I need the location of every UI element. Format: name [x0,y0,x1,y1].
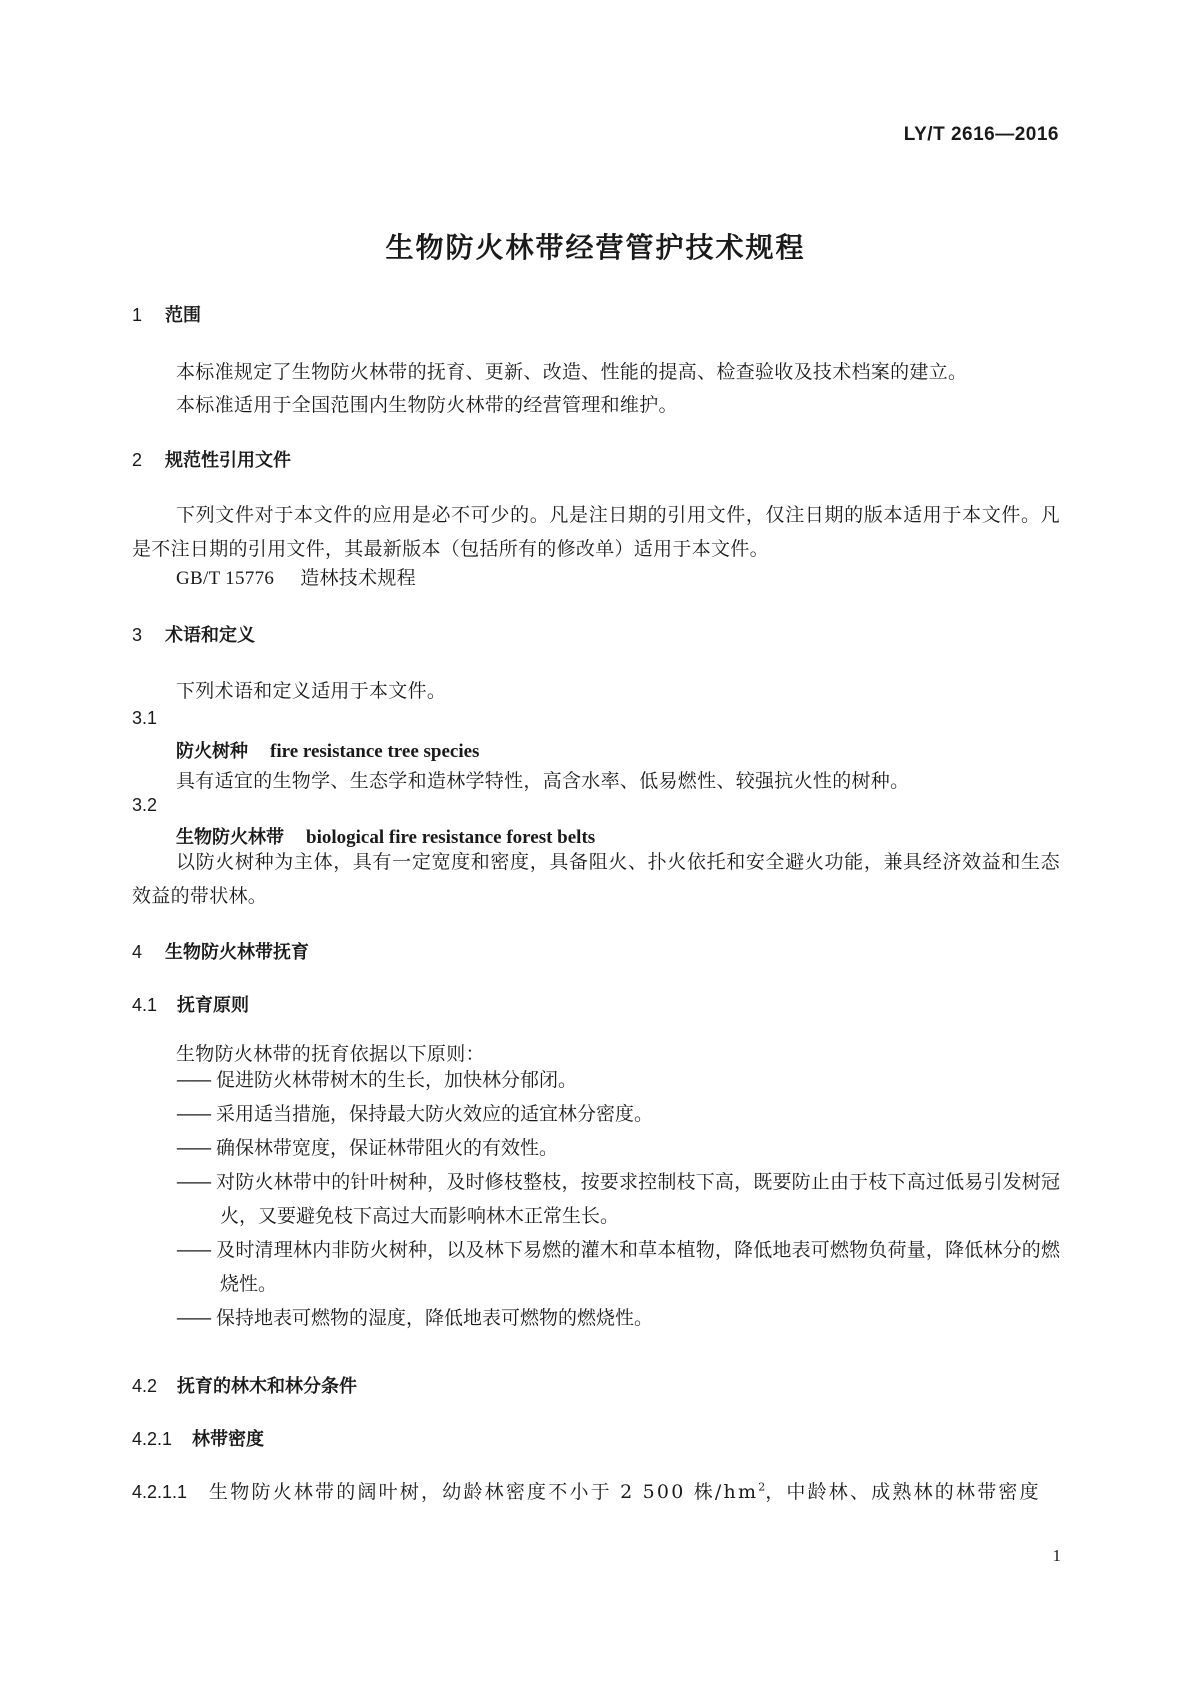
subsection-4-2-heading [132,1372,357,1398]
paragraph: 生物防火林带的抚育依据以下原则： [176,1043,485,1065]
page-number: 1 [1052,1546,1061,1565]
reference-code: GB/T 15776 [176,568,275,589]
term-number: 3.2 [132,795,158,815]
section-title: 生物防火林带抚育 [165,942,309,963]
term-chinese: 生物防火林带 [176,827,284,848]
section-number: 2 [132,450,143,470]
superscript: 2 [758,1480,766,1494]
subsection-number: 4.2 [132,1376,158,1396]
subsection-4-2-1-heading [132,1425,264,1451]
paragraph: 下列术语和定义适用于本文件。 [176,680,447,702]
document-title: 生物防火林带经营管护技术规程 [385,231,806,264]
term-definition: 具有适宜的生物学、生态学和造林学特性，高含水率、低易燃性、较强抗火性的树种。 [176,770,910,792]
list-item: —— 确保林带宽度，保证林带阻火的有效性。 [176,1131,1060,1165]
subsection-4-1-heading [132,991,249,1017]
section-title: 范围 [165,305,201,326]
section-title: 术语和定义 [165,625,255,646]
standard-code: LY/T 2616—2016 [903,124,1059,145]
paragraph: 下列文件对于本文件的应用是必不可少的。凡是注日期的引用文件，仅注日期的版本适用于本文件。凡是不注日期的引用文件，其最新版本（包括所有的修改单）适用于本文件。 [132,504,1060,560]
clause-text-cont: ，中龄林、成熟林的林带密度 [765,1481,1041,1503]
section-3-heading [132,621,255,647]
section-number: 1 [132,305,143,325]
list-item: —— 采用适当措施，保持最大防火效应的适宜林分密度。 [176,1097,1060,1131]
subsection-number: 4.2.1 [132,1429,173,1449]
list-item: —— 及时清理林内非防火树种，以及林下易燃的灌木和草本植物，降低地表可燃物负荷量，降低林分的燃烧性。 [176,1233,1060,1301]
section-title: 规范性引用文件 [165,450,291,471]
paragraph: 本标准规定了生物防火林带的抚育、更新、改造、性能的提高、检查验收及技术档案的建立。 [176,361,968,383]
list-item: —— 促进防火林带树木的生长，加快林分郁闭。 [176,1063,1060,1097]
subsection-title: 抚育的林木和林分条件 [177,1376,358,1397]
section-1-heading [132,301,201,327]
term-entry [176,737,479,763]
clause-4-2-1-1 [132,1477,1041,1504]
subsection-title: 林带密度 [192,1429,265,1450]
term-chinese: 防火树种 [176,741,248,762]
normative-reference [176,563,416,590]
clause-text: 生物防火林带的阔叶树，幼龄林密度不小于 2 500 株/hm [209,1481,759,1503]
clause-number: 4.2.1.1 [132,1482,188,1502]
subsection-title: 抚育原则 [177,995,250,1016]
section-number: 3 [132,625,143,645]
section-number: 4 [132,942,143,962]
section-2-heading [132,446,291,472]
list-item: —— 对防火林带中的针叶树种，及时修枝整枝，按要求控制枝下高，既要防止由于枝下高过低易引发树冠火，又要避免枝下高过大而影响林木正常生长。 [176,1165,1060,1233]
list-item: —— 保持地表可燃物的湿度，降低地表可燃物的燃烧性。 [176,1301,1060,1335]
term-english: fire resistance tree species [270,741,480,762]
subsection-number: 4.1 [132,995,158,1015]
term-number: 3.1 [132,708,158,728]
reference-title: 造林技术规程 [300,567,416,589]
term-english: biological fire resistance forest belts [306,827,596,848]
paragraph: 本标准适用于全国范围内生物防火林带的经营管理和维护。 [176,394,678,416]
term-definition: 以防火树种为主体，具有一定宽度和密度，具备阻火、扑火依托和安全避火功能，兼具经济效益和生态效益的带状林。 [132,851,1060,907]
section-4-heading [132,938,309,964]
